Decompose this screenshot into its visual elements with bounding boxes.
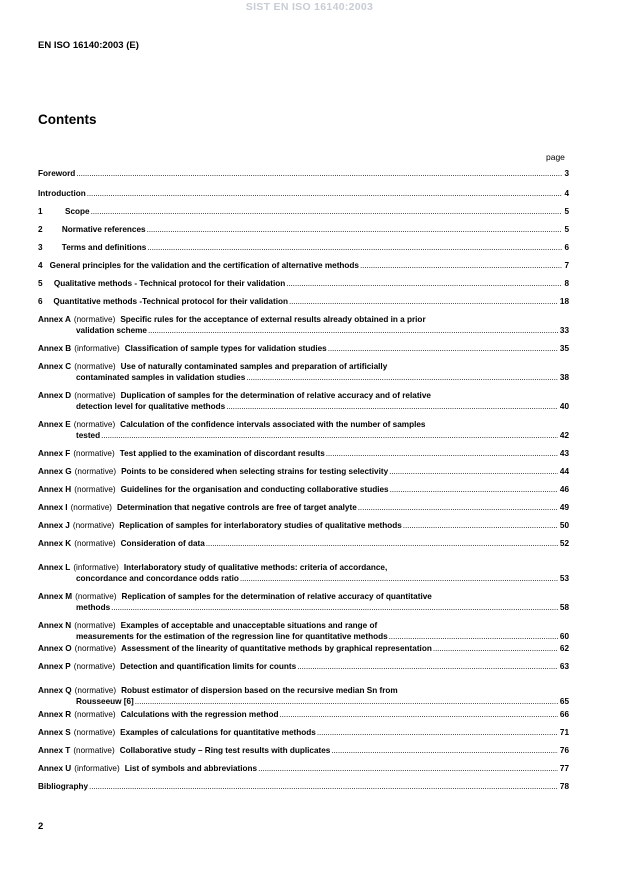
entry-title: Normative references	[61, 225, 146, 234]
annex-label: Annex T	[38, 746, 71, 755]
dot-leader	[289, 296, 558, 307]
entry-title: Calculations with the regression method	[120, 710, 279, 719]
annex-label: Annex G	[38, 467, 72, 476]
dot-leader	[358, 502, 558, 513]
toc-entry[interactable]	[38, 685, 569, 707]
toc-entry[interactable]	[38, 390, 569, 412]
toc-entry[interactable]	[38, 168, 569, 179]
entry-page: 5	[564, 225, 569, 234]
dot-leader	[91, 206, 563, 217]
entry-page: 63	[559, 662, 569, 671]
entry-page: 53	[559, 574, 569, 583]
annex-label: Annex A	[38, 315, 71, 324]
entry-title-continued: methods	[76, 603, 111, 612]
entry-title: Quantitative methods -Technical protocol for their validation	[53, 297, 288, 306]
entry-title-continued: measurements for the estimation of the regression line for quantitative methods	[76, 632, 388, 641]
annex-label: Annex L	[38, 563, 71, 572]
annex-kind: (normative)	[74, 362, 116, 371]
dot-leader	[101, 430, 558, 441]
toc-entry[interactable]	[38, 562, 569, 584]
entry-title: Collaborative study – Ring test results with duplicates	[119, 746, 331, 755]
toc-entry[interactable]	[38, 314, 569, 336]
annex-label: Annex O	[38, 644, 72, 653]
dot-leader	[297, 661, 558, 672]
section-number: 6	[38, 297, 43, 306]
entry-page: 38	[559, 373, 569, 382]
entry-page: 44	[559, 467, 569, 476]
entry-page: 33	[559, 326, 569, 335]
page-column-label: page	[546, 152, 565, 162]
toc-entry[interactable]	[38, 727, 569, 738]
entry-title: Consideration of data	[120, 539, 205, 548]
dot-leader	[135, 696, 558, 707]
entry-page: 46	[559, 485, 569, 494]
dot-leader	[147, 224, 563, 235]
entry-title: Classification of sample types for validation studies	[124, 344, 327, 353]
section-number: 3	[38, 243, 43, 252]
watermark: SIST EN ISO 16140:2003	[245, 1, 374, 13]
annex-label: Annex K	[38, 539, 72, 548]
toc-entry[interactable]	[38, 520, 569, 531]
annex-label: Annex D	[38, 391, 72, 400]
entry-page: 5	[564, 207, 569, 216]
toc-entry[interactable]	[38, 763, 569, 774]
toc-entry[interactable]	[38, 224, 569, 235]
annex-label: Annex I	[38, 503, 68, 512]
dot-leader	[433, 643, 558, 654]
annex-kind: (normative)	[74, 391, 116, 400]
toc-entry[interactable]	[38, 502, 569, 513]
entry-page: 49	[559, 503, 569, 512]
annex-label: Annex F	[38, 449, 71, 458]
dot-leader	[147, 242, 562, 253]
dot-leader	[326, 448, 558, 459]
entry-title: Detection and quantification limits for counts	[120, 662, 297, 671]
annex-kind: (normative)	[75, 592, 117, 601]
entry-page: 65	[559, 697, 569, 706]
toc-entry[interactable]	[38, 343, 569, 354]
entry-page: 6	[564, 243, 569, 252]
toc-entry[interactable]	[38, 466, 569, 477]
dot-leader	[258, 763, 558, 774]
annex-label: Annex C	[38, 362, 72, 371]
entry-page: 60	[559, 632, 569, 641]
annex-label: Annex S	[38, 728, 71, 737]
dot-leader	[87, 188, 563, 199]
toc-entry[interactable]	[38, 661, 569, 672]
annex-kind: (normative)	[73, 449, 115, 458]
entry-page: 18	[559, 297, 569, 306]
entry-page: 43	[559, 449, 569, 458]
annex-kind: (informative)	[74, 764, 120, 773]
entry-title: Bibliography	[38, 782, 89, 791]
annex-kind: (normative)	[70, 503, 112, 512]
dot-leader	[246, 372, 558, 383]
toc-entry[interactable]	[38, 484, 569, 495]
annex-kind: (normative)	[74, 467, 117, 476]
toc-entry[interactable]	[38, 242, 569, 253]
annex-label: Annex J	[38, 521, 70, 530]
entry-page: 7	[564, 261, 569, 270]
annex-label: Annex M	[38, 592, 73, 601]
dot-leader	[328, 343, 558, 354]
entry-page: 3	[564, 169, 569, 178]
dot-leader	[226, 401, 558, 412]
toc-entry[interactable]	[38, 419, 569, 441]
annex-kind: (normative)	[73, 315, 116, 324]
entry-page: 71	[559, 728, 569, 737]
dot-leader	[280, 709, 558, 720]
entry-title: Foreword	[38, 169, 76, 178]
entry-page: 42	[559, 431, 569, 440]
annex-kind: (normative)	[74, 710, 116, 719]
toc-entry[interactable]	[38, 448, 569, 459]
annex-label: Annex E	[38, 420, 71, 429]
dot-leader	[148, 325, 558, 336]
toc-entry[interactable]	[38, 538, 569, 549]
toc-entry[interactable]	[38, 709, 569, 720]
entry-title: Calculation of the confidence intervals associated with the number of samples	[120, 420, 426, 429]
dot-leader	[331, 745, 558, 756]
contents-title: Contents	[38, 112, 97, 127]
dot-leader	[286, 278, 562, 289]
dot-leader	[240, 573, 558, 584]
entry-title-continued: tested	[76, 431, 101, 440]
entry-title: Determination that negative controls are free of target analyte	[116, 503, 357, 512]
entry-title: Test applied to the examination of discordant results	[119, 449, 325, 458]
dot-leader	[76, 168, 562, 179]
entry-title: Examples of acceptable and unacceptable situations and range of	[120, 621, 378, 630]
annex-kind: (normative)	[74, 686, 117, 695]
entry-title-continued: concordance and concordance odds ratio	[76, 574, 239, 583]
annex-kind: (normative)	[74, 621, 116, 630]
entry-page: 8	[564, 279, 569, 288]
toc-entry[interactable]	[38, 278, 569, 289]
toc-entry[interactable]	[38, 296, 569, 307]
annex-kind: (normative)	[74, 644, 117, 653]
entry-title: Replication of samples for interlaboratory studies of qualitative methods	[119, 521, 402, 530]
dot-leader	[403, 520, 558, 531]
annex-label: Annex R	[38, 710, 72, 719]
entry-title: Guidelines for the organisation and conducting collaborative studies	[120, 485, 389, 494]
entry-title: Robust estimator of dispersion based on the recursive median Sn from	[121, 686, 398, 695]
section-number: 1	[38, 207, 43, 216]
entry-page: 50	[559, 521, 569, 530]
toc-entry[interactable]	[38, 188, 569, 199]
dot-leader	[360, 260, 562, 271]
entry-title: Terms and definitions	[61, 243, 147, 252]
dot-leader	[389, 466, 558, 477]
toc-entry[interactable]	[38, 620, 569, 642]
annex-label: Annex P	[38, 662, 71, 671]
entry-title-continued: contaminated samples in validation studies	[76, 373, 246, 382]
entry-title: Qualitative methods - Technical protocol for their validation	[53, 279, 286, 288]
entry-page: 40	[559, 402, 569, 411]
annex-kind: (normative)	[73, 746, 115, 755]
dot-leader	[111, 602, 558, 613]
annex-label: Annex Q	[38, 686, 72, 695]
entry-title: Specific rules for the acceptance of external results already obtained in a prior	[120, 315, 426, 324]
entry-title: Interlaboratory study of qualitative methods: criteria of accordance,	[123, 563, 388, 572]
section-number: 2	[38, 225, 43, 234]
annex-kind: (normative)	[72, 521, 115, 530]
entry-page: 77	[559, 764, 569, 773]
annex-label: Annex H	[38, 485, 72, 494]
annex-kind: (informative)	[74, 344, 120, 353]
entry-page: 66	[559, 710, 569, 719]
section-number: 4	[38, 261, 43, 270]
annex-kind: (normative)	[73, 420, 116, 429]
entry-page: 78	[559, 782, 569, 791]
dot-leader	[390, 484, 558, 495]
entry-page: 62	[559, 644, 569, 653]
section-number: 5	[38, 279, 43, 288]
entry-title: Examples of calculations for quantitative methods	[120, 728, 316, 737]
annex-label: Annex N	[38, 621, 72, 630]
entry-page: 58	[559, 603, 569, 612]
entry-page: 4	[564, 189, 569, 198]
dot-leader	[389, 631, 558, 642]
entry-title: Points to be considered when selecting strains for testing selectivity	[121, 467, 389, 476]
document-header: EN ISO 16140:2003 (E)	[38, 40, 139, 51]
annex-kind: (informative)	[73, 563, 119, 572]
toc-entry[interactable]	[38, 643, 569, 654]
entry-page: 76	[559, 746, 569, 755]
toc-entry[interactable]	[38, 781, 569, 792]
dot-leader	[206, 538, 558, 549]
entry-title: Duplication of samples for the determination of relative accuracy and of relative	[120, 391, 431, 400]
toc-entry[interactable]	[38, 206, 569, 217]
entry-page: 35	[559, 344, 569, 353]
toc-entry[interactable]	[38, 745, 569, 756]
entry-title: General principles for the validation and the certification of alternative methods	[49, 261, 359, 270]
entry-title: Replication of samples for the determination of relative accuracy of quantitative	[121, 592, 432, 601]
page-number: 2	[38, 821, 44, 832]
annex-kind: (normative)	[73, 728, 116, 737]
dot-leader	[89, 781, 558, 792]
annex-kind: (normative)	[74, 485, 116, 494]
entry-title: Assessment of the linearity of quantitative methods by graphical representation	[121, 644, 432, 653]
entry-title-continued: Rousseeuw [6]	[76, 697, 134, 706]
entry-title: Use of naturally contaminated samples and preparation of artificially	[120, 362, 388, 371]
dot-leader	[317, 727, 558, 738]
entry-title: Scope	[65, 207, 90, 216]
annex-kind: (normative)	[73, 662, 116, 671]
toc-entry[interactable]	[38, 361, 569, 383]
entry-title: Introduction	[38, 189, 86, 198]
toc-entry[interactable]	[38, 591, 569, 613]
entry-title-continued: validation scheme	[76, 326, 147, 335]
toc-entry[interactable]	[38, 260, 569, 271]
entry-title: List of symbols and abbreviations	[124, 764, 258, 773]
entry-page: 52	[559, 539, 569, 548]
annex-kind: (normative)	[74, 539, 116, 548]
entry-title-continued: detection level for qualitative methods	[76, 402, 226, 411]
annex-label: Annex B	[38, 344, 72, 353]
annex-label: Annex U	[38, 764, 72, 773]
